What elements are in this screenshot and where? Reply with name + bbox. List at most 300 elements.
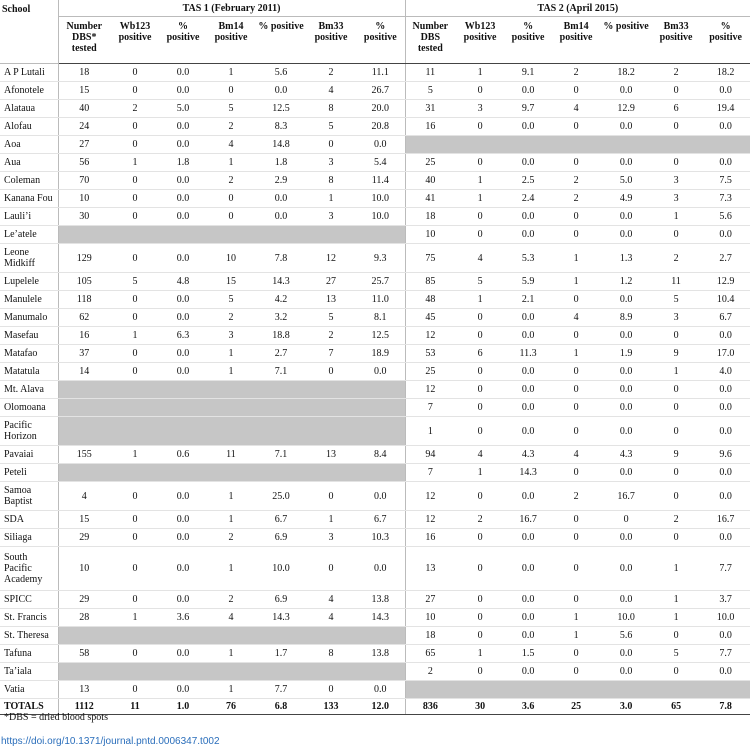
- tas2-value-cell: 0.0: [601, 82, 651, 100]
- tas2-value-cell: 0.0: [701, 399, 750, 417]
- tas1-value-cell: 1: [110, 154, 160, 172]
- tas1-value-cell: 13.8: [356, 591, 405, 609]
- school-name: SPICC: [0, 591, 58, 609]
- tas2-value-cell: 10: [405, 609, 455, 627]
- school-name: Pavaiai: [0, 446, 58, 464]
- tas1-value-cell: 1: [306, 511, 356, 529]
- tas1-value-cell: 0.0: [160, 118, 206, 136]
- tas2-value-cell: 18: [405, 627, 455, 645]
- tas2-total-cell: 836: [405, 699, 455, 715]
- tas2-value-cell: 0.0: [601, 663, 651, 681]
- tas1-value-cell: 14: [58, 363, 110, 381]
- tas2-value-cell: 0.0: [505, 609, 551, 627]
- tas2-value-cell: 3: [651, 190, 701, 208]
- school-name: Le’atele: [0, 226, 58, 244]
- tas2-value-cell: 19.4: [701, 100, 750, 118]
- tas1-value-cell: 27: [58, 136, 110, 154]
- tas1-value-cell: 58: [58, 645, 110, 663]
- school-name: Aua: [0, 154, 58, 172]
- tas2-col-header: Number DBS tested: [405, 17, 455, 64]
- school-name: Coleman: [0, 172, 58, 190]
- tas2-col-header: % positive: [505, 17, 551, 64]
- tas2-value-cell: 0.0: [505, 381, 551, 399]
- tas1-no-data-cell: [58, 381, 405, 399]
- tas2-value-cell: 0: [651, 417, 701, 446]
- tas2-value-cell: 0.0: [601, 464, 651, 482]
- table-row: [0, 226, 750, 244]
- tas1-no-data-cell: [58, 226, 405, 244]
- school-name: Peteli: [0, 464, 58, 482]
- tas1-value-cell: 13.8: [356, 645, 405, 663]
- tas2-value-cell: 0.0: [701, 627, 750, 645]
- tas1-value-cell: 0: [110, 681, 160, 699]
- tas1-value-cell: 8: [306, 100, 356, 118]
- school-name: Kanana Fou: [0, 190, 58, 208]
- tas2-value-cell: 2: [551, 190, 601, 208]
- tas2-value-cell: 0: [455, 482, 505, 511]
- tas1-value-cell: 14.3: [256, 273, 306, 291]
- tas2-value-cell: 0.0: [505, 208, 551, 226]
- tas2-value-cell: 40: [405, 172, 455, 190]
- tas1-value-cell: 0.0: [160, 591, 206, 609]
- tas2-value-cell: 1: [455, 645, 505, 663]
- tas1-value-cell: 14.8: [256, 136, 306, 154]
- tas1-value-cell: 5: [206, 291, 256, 309]
- tas2-value-cell: 0.0: [601, 381, 651, 399]
- tas2-value-cell: 48: [405, 291, 455, 309]
- tas1-col-header: % positive: [356, 17, 405, 64]
- tas1-value-cell: 4.2: [256, 291, 306, 309]
- tas2-value-cell: 0: [455, 417, 505, 446]
- tas1-value-cell: 3: [206, 327, 256, 345]
- tas1-value-cell: 0: [110, 190, 160, 208]
- tas1-value-cell: 3: [306, 208, 356, 226]
- tas1-value-cell: 0.0: [160, 291, 206, 309]
- table-row: [0, 399, 750, 417]
- tas1-value-cell: 0.0: [160, 64, 206, 82]
- tas1-value-cell: 0: [206, 82, 256, 100]
- tas2-value-cell: 5.0: [601, 172, 651, 190]
- tas1-value-cell: 118: [58, 291, 110, 309]
- tas1-col-header: Bm14 positive: [206, 17, 256, 64]
- tas2-value-cell: 3.7: [701, 591, 750, 609]
- tas2-value-cell: 0: [455, 309, 505, 327]
- tas2-value-cell: 85: [405, 273, 455, 291]
- tas2-value-cell: 0.0: [601, 417, 651, 446]
- tas2-value-cell: 10: [405, 226, 455, 244]
- tas1-total-cell: 1112: [58, 699, 110, 715]
- school-name: Alofau: [0, 118, 58, 136]
- tas2-value-cell: 0: [551, 208, 601, 226]
- tas1-value-cell: 129: [58, 244, 110, 273]
- tas1-value-cell: 1: [206, 681, 256, 699]
- tas2-value-cell: 10.0: [701, 609, 750, 627]
- school-name: Mt. Alava: [0, 381, 58, 399]
- tas2-value-cell: 2: [455, 511, 505, 529]
- tas2-value-cell: 0: [551, 154, 601, 172]
- school-name: Samoa Baptist: [0, 482, 58, 511]
- tas2-value-cell: 4: [551, 309, 601, 327]
- tas2-value-cell: 1: [551, 273, 601, 291]
- tas1-no-data-cell: [58, 399, 405, 417]
- table-row: [0, 208, 750, 226]
- tas1-value-cell: 1.8: [256, 154, 306, 172]
- tas2-value-cell: 16.7: [505, 511, 551, 529]
- table-row: [0, 482, 750, 511]
- tas1-value-cell: 4: [306, 609, 356, 627]
- tas1-header: TAS 1 (February 2011): [58, 0, 405, 17]
- tas1-value-cell: 0.0: [160, 529, 206, 547]
- tas2-value-cell: 0.0: [701, 529, 750, 547]
- table-row: [0, 645, 750, 663]
- tas1-no-data-cell: [58, 663, 405, 681]
- tas1-value-cell: 2: [306, 327, 356, 345]
- tas1-value-cell: 0: [110, 529, 160, 547]
- tas2-value-cell: 7.7: [701, 547, 750, 591]
- tas1-value-cell: 10: [206, 244, 256, 273]
- tas1-value-cell: 7.1: [256, 446, 306, 464]
- tas1-value-cell: 1: [206, 64, 256, 82]
- school-name: Aoa: [0, 136, 58, 154]
- tas2-value-cell: 0.0: [701, 327, 750, 345]
- tas2-value-cell: 0: [455, 208, 505, 226]
- tas1-value-cell: 37: [58, 345, 110, 363]
- tas1-col-header: Wb123 positive: [110, 17, 160, 64]
- tas2-total-cell: 7.8: [701, 699, 750, 715]
- tas1-total-cell: 133: [306, 699, 356, 715]
- tas2-value-cell: 0: [455, 118, 505, 136]
- tas1-no-data-cell: [58, 627, 405, 645]
- tas2-value-cell: 9: [651, 446, 701, 464]
- tas2-value-cell: 0: [651, 82, 701, 100]
- tas1-value-cell: 4: [206, 609, 256, 627]
- tas2-value-cell: 0.0: [601, 363, 651, 381]
- tas2-value-cell: 11.3: [505, 345, 551, 363]
- tas2-value-cell: 0: [455, 399, 505, 417]
- tas1-value-cell: 6.9: [256, 591, 306, 609]
- tas2-value-cell: 0: [651, 663, 701, 681]
- tas1-value-cell: 0: [110, 363, 160, 381]
- school-name: A P Lutali: [0, 64, 58, 82]
- tas2-value-cell: 0: [551, 645, 601, 663]
- tas2-no-data-cell: [405, 136, 750, 154]
- tas1-value-cell: 62: [58, 309, 110, 327]
- tas1-value-cell: 0.0: [160, 345, 206, 363]
- tas1-value-cell: 20.0: [356, 100, 405, 118]
- tas1-no-data-cell: [58, 417, 405, 446]
- tas2-value-cell: 1: [651, 609, 701, 627]
- tas1-value-cell: 1: [206, 645, 256, 663]
- tas2-value-cell: 1.5: [505, 645, 551, 663]
- tas2-value-cell: 12: [405, 381, 455, 399]
- tas1-value-cell: 1: [206, 345, 256, 363]
- tas2-value-cell: 4: [551, 100, 601, 118]
- tas1-value-cell: 0.0: [160, 511, 206, 529]
- tas2-value-cell: 4: [455, 446, 505, 464]
- tas2-value-cell: 6: [651, 100, 701, 118]
- tas1-value-cell: 0: [110, 345, 160, 363]
- tas2-value-cell: 25: [405, 154, 455, 172]
- tas1-value-cell: 15: [206, 273, 256, 291]
- school-name: St. Francis: [0, 609, 58, 627]
- tas1-value-cell: 0.0: [160, 681, 206, 699]
- tas1-value-cell: 13: [306, 446, 356, 464]
- tas2-value-cell: 0.0: [701, 226, 750, 244]
- tas1-value-cell: 0: [206, 208, 256, 226]
- tas2-value-cell: 0.0: [505, 417, 551, 446]
- tas1-value-cell: 7.7: [256, 681, 306, 699]
- tas2-value-cell: 12: [405, 511, 455, 529]
- school-name: Pacific Horizon: [0, 417, 58, 446]
- tas1-value-cell: 0: [110, 309, 160, 327]
- school-name: Tafuna: [0, 645, 58, 663]
- tas1-value-cell: 10.3: [356, 529, 405, 547]
- tas2-value-cell: 1: [455, 64, 505, 82]
- tas2-value-cell: 0: [455, 591, 505, 609]
- tas2-value-cell: 0: [551, 118, 601, 136]
- table-row: [0, 381, 750, 399]
- tas2-value-cell: 0.0: [701, 381, 750, 399]
- tas2-value-cell: 0: [551, 663, 601, 681]
- tas2-value-cell: 2.4: [505, 190, 551, 208]
- tas1-value-cell: 6.9: [256, 529, 306, 547]
- tas1-value-cell: 0: [306, 363, 356, 381]
- table-row: [0, 681, 750, 699]
- school-name: Siliaga: [0, 529, 58, 547]
- tas2-col-header: % positive: [701, 17, 750, 64]
- tas1-value-cell: 0.0: [160, 363, 206, 381]
- tas2-value-cell: 0: [551, 464, 601, 482]
- tas2-value-cell: 1: [651, 208, 701, 226]
- table-row: [0, 273, 750, 291]
- tas1-value-cell: 8: [306, 645, 356, 663]
- tas1-value-cell: 1: [110, 327, 160, 345]
- totals-label: TOTALS: [0, 699, 58, 715]
- tas2-value-cell: 0.0: [601, 591, 651, 609]
- school-name: Masefau: [0, 327, 58, 345]
- tas2-value-cell: 4: [551, 446, 601, 464]
- tas2-value-cell: 0.0: [505, 547, 551, 591]
- tas1-value-cell: 155: [58, 446, 110, 464]
- tas1-value-cell: 0: [110, 82, 160, 100]
- tas2-value-cell: 16.7: [701, 511, 750, 529]
- tas1-col-header: Number DBS* tested: [58, 17, 110, 64]
- tas2-value-cell: 18.2: [701, 64, 750, 82]
- tas1-value-cell: 26.7: [356, 82, 405, 100]
- tas1-value-cell: 10: [58, 190, 110, 208]
- tas1-value-cell: 4: [306, 82, 356, 100]
- tas2-value-cell: 18.2: [601, 64, 651, 82]
- tas2-value-cell: 0.0: [601, 529, 651, 547]
- tas1-value-cell: 0.0: [160, 136, 206, 154]
- tas2-value-cell: 3: [651, 309, 701, 327]
- tas1-value-cell: 0.0: [356, 547, 405, 591]
- table-row: [0, 363, 750, 381]
- tas2-value-cell: 4: [455, 244, 505, 273]
- tas2-value-cell: 1.9: [601, 345, 651, 363]
- table-row: [0, 627, 750, 645]
- tas2-value-cell: 0: [455, 154, 505, 172]
- tas2-value-cell: 17.0: [701, 345, 750, 363]
- table-row: [0, 547, 750, 591]
- school-name: Vatia: [0, 681, 58, 699]
- tas1-total-cell: 76: [206, 699, 256, 715]
- tas1-value-cell: 13: [58, 681, 110, 699]
- tas1-value-cell: 10: [58, 547, 110, 591]
- tas2-value-cell: 0.0: [505, 226, 551, 244]
- tas1-value-cell: 10.0: [356, 208, 405, 226]
- tas1-value-cell: 18: [58, 64, 110, 82]
- tas1-value-cell: 2: [206, 529, 256, 547]
- tas1-value-cell: 4: [206, 136, 256, 154]
- tas2-value-cell: 3: [651, 172, 701, 190]
- tas2-value-cell: 2.7: [701, 244, 750, 273]
- tas1-value-cell: 8.1: [356, 309, 405, 327]
- tas2-value-cell: 0.0: [505, 82, 551, 100]
- school-name: SDA: [0, 511, 58, 529]
- tas1-value-cell: 4.8: [160, 273, 206, 291]
- tas2-value-cell: 0.0: [505, 309, 551, 327]
- tas2-value-cell: 14.3: [505, 464, 551, 482]
- tas1-value-cell: 40: [58, 100, 110, 118]
- tas1-value-cell: 0.0: [160, 190, 206, 208]
- tas2-value-cell: 0: [651, 627, 701, 645]
- tas1-value-cell: 29: [58, 591, 110, 609]
- tas2-value-cell: 0.0: [505, 327, 551, 345]
- table-row: [0, 327, 750, 345]
- tas1-value-cell: 0.0: [256, 208, 306, 226]
- tas2-value-cell: 0.0: [701, 154, 750, 172]
- tas2-value-cell: 12.9: [601, 100, 651, 118]
- tas2-value-cell: 9.7: [505, 100, 551, 118]
- tas2-value-cell: 0.0: [601, 399, 651, 417]
- tas1-value-cell: 18.8: [256, 327, 306, 345]
- tas2-value-cell: 0.0: [505, 118, 551, 136]
- tas1-value-cell: 12.5: [256, 100, 306, 118]
- tas2-value-cell: 4.9: [601, 190, 651, 208]
- school-name: Afonotele: [0, 82, 58, 100]
- tas2-value-cell: 2: [651, 64, 701, 82]
- tas1-value-cell: 0.0: [160, 172, 206, 190]
- table-row: [0, 244, 750, 273]
- tas1-value-cell: 4: [306, 591, 356, 609]
- school-name: Leone Midkiff: [0, 244, 58, 273]
- tas1-value-cell: 14.3: [356, 609, 405, 627]
- tas1-value-cell: 1: [206, 547, 256, 591]
- tas2-value-cell: 2: [651, 244, 701, 273]
- table-row: [0, 100, 750, 118]
- tas2-value-cell: 5.3: [505, 244, 551, 273]
- tas2-value-cell: 0.0: [505, 482, 551, 511]
- tas2-value-cell: 2: [551, 172, 601, 190]
- tas1-value-cell: 27: [306, 273, 356, 291]
- tas2-value-cell: 0.0: [601, 154, 651, 172]
- tas2-value-cell: 0: [551, 529, 601, 547]
- tas1-value-cell: 4: [58, 482, 110, 511]
- tas1-value-cell: 1: [110, 446, 160, 464]
- tas1-value-cell: 0: [110, 208, 160, 226]
- tas2-value-cell: 8.9: [601, 309, 651, 327]
- tas1-value-cell: 2: [206, 591, 256, 609]
- tas1-value-cell: 0.0: [356, 363, 405, 381]
- table-row: [0, 345, 750, 363]
- doi-link[interactable]: https://doi.org/10.1371/journal.pntd.0006347.t002: [1, 736, 220, 747]
- table-row: [0, 511, 750, 529]
- tas2-value-cell: 1.3: [601, 244, 651, 273]
- tas1-value-cell: 7.8: [256, 244, 306, 273]
- tas1-value-cell: 5: [206, 100, 256, 118]
- tas1-value-cell: 10.0: [356, 190, 405, 208]
- tas2-value-cell: 0.0: [701, 417, 750, 446]
- tas2-value-cell: 5: [405, 82, 455, 100]
- tas1-value-cell: 5.0: [160, 100, 206, 118]
- tas1-value-cell: 0.0: [256, 190, 306, 208]
- tas1-value-cell: 70: [58, 172, 110, 190]
- tas2-value-cell: 7.5: [701, 172, 750, 190]
- tas1-value-cell: 0.0: [160, 82, 206, 100]
- school-name: Ta’iala: [0, 663, 58, 681]
- tas2-value-cell: 65: [405, 645, 455, 663]
- tas1-value-cell: 15: [58, 82, 110, 100]
- table-row: [0, 136, 750, 154]
- tas2-value-cell: 2: [551, 482, 601, 511]
- tas1-value-cell: 0: [110, 172, 160, 190]
- tas2-value-cell: 1: [651, 363, 701, 381]
- tas2-value-cell: 1: [455, 291, 505, 309]
- tas2-value-cell: 6.7: [701, 309, 750, 327]
- tas1-value-cell: 11.1: [356, 64, 405, 82]
- tas1-value-cell: 0: [110, 645, 160, 663]
- tas2-value-cell: 0: [455, 627, 505, 645]
- tas1-value-cell: 5: [110, 273, 160, 291]
- tas1-value-cell: 1.8: [160, 154, 206, 172]
- tas2-value-cell: 0: [455, 609, 505, 627]
- tas2-value-cell: 0: [455, 381, 505, 399]
- tas2-value-cell: 0.0: [701, 118, 750, 136]
- tas2-value-cell: 0: [651, 399, 701, 417]
- tas1-value-cell: 29: [58, 529, 110, 547]
- tas1-value-cell: 2: [306, 64, 356, 82]
- tas1-value-cell: 25.0: [256, 482, 306, 511]
- tas1-value-cell: 0.0: [160, 208, 206, 226]
- tas1-value-cell: 0: [110, 547, 160, 591]
- tas2-value-cell: 31: [405, 100, 455, 118]
- tas1-total-cell: 1.0: [160, 699, 206, 715]
- tas1-value-cell: 8: [306, 172, 356, 190]
- school-name: South Pacific Academy: [0, 547, 58, 591]
- tas1-value-cell: 24: [58, 118, 110, 136]
- tas2-value-cell: 16: [405, 529, 455, 547]
- table-row: [0, 417, 750, 446]
- tas2-value-cell: 0.0: [505, 399, 551, 417]
- tas2-value-cell: 3: [455, 100, 505, 118]
- tas2-value-cell: 1: [551, 609, 601, 627]
- tas1-value-cell: 3: [306, 154, 356, 172]
- tas2-value-cell: 6: [455, 345, 505, 363]
- tas2-value-cell: 0.0: [601, 291, 651, 309]
- tas1-value-cell: 12: [306, 244, 356, 273]
- tas2-value-cell: 0: [651, 327, 701, 345]
- tas2-value-cell: 0.0: [505, 363, 551, 381]
- tas2-value-cell: 0: [601, 511, 651, 529]
- tas1-value-cell: 105: [58, 273, 110, 291]
- tas1-value-cell: 0.0: [160, 244, 206, 273]
- tas2-value-cell: 16.7: [601, 482, 651, 511]
- tas1-value-cell: 0: [110, 118, 160, 136]
- tas1-value-cell: 0: [110, 591, 160, 609]
- footnote: *DBS = dried blood spots: [4, 712, 108, 723]
- tas2-value-cell: 0: [455, 327, 505, 345]
